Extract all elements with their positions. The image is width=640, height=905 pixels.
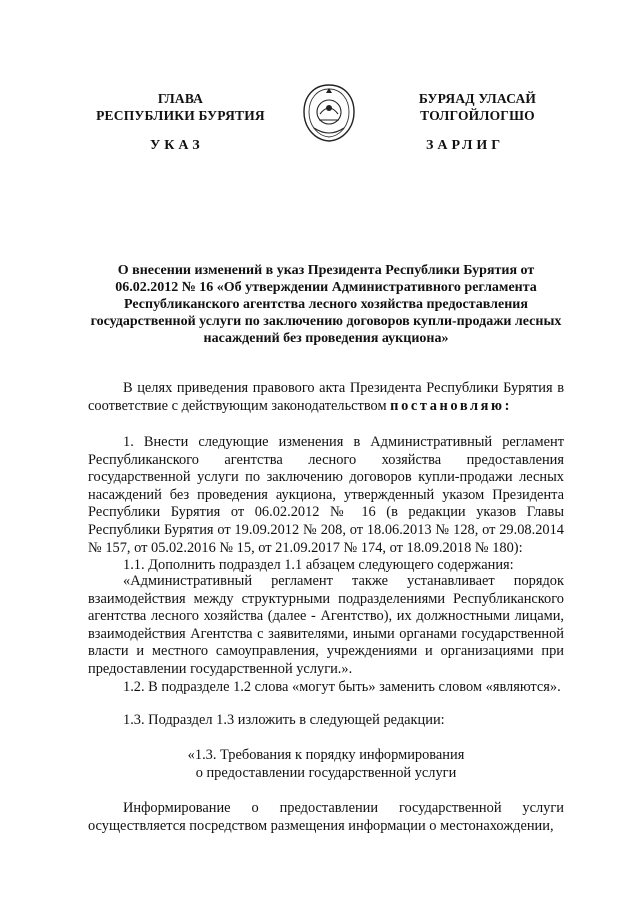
document-title: О внесении изменений в указ Президента Республики Бурятия от 06.02.2012 № 16 «Об утверждении Административного регламента Республиканского агентства лесного хозяйства предоставления государственной услуги по заключению договоров купли-продажи лесных насаждений без проведения аукциона» [90, 263, 562, 346]
intro-text: В целях приведения правового акта Президента Республики Бурятия в соответствие с действующим законодательством [88, 380, 564, 414]
header-left-line2: РЕСПУБЛИКИ БУРЯТИЯ [96, 108, 265, 123]
intro-verb: постановляю: [390, 397, 513, 414]
last-paragraph: Информирование о предоставлении государственной услуги осуществляется посредством размещения информации о местонахождении, [88, 800, 564, 834]
header-left [78, 90, 283, 124]
item-1-1: 1.1. Дополнить подраздел 1.1 абзацем следующего содержания: [123, 557, 514, 573]
header-right-line2: ТОЛГОЙЛОГШО [420, 108, 535, 123]
decree-label-ru: УКАЗ [150, 138, 204, 153]
quoted-paragraph: «Административный регламент также устанавливает порядок взаимодействия между структурными подразделениями Республиканского агентства лесного хозяйства (далее - Агентство), их должностными лицами, взаимодействия Агентства с заявителями, иными органами государственной власти и местного самоуправления, учреждениями и организациями при предоставлении государственной услуги.». [88, 573, 564, 677]
item-1-2: 1.2. В подразделе 1.2 слова «могут быть» заменить словом «являются». [123, 679, 561, 695]
subsection-heading [88, 747, 564, 782]
intro-paragraph [88, 380, 564, 415]
subsection-heading-line1: «1.3. Требования к порядку информирования [187, 747, 465, 763]
header-left-line1: ГЛАВА [157, 91, 204, 106]
subsection-heading-line2: о предоставлении государственной услуги [195, 764, 457, 781]
decree-label-bur: ЗАРЛИГ [426, 138, 505, 153]
item-1-3: 1.3. Подраздел 1.3 изложить в следующей редакции: [123, 712, 445, 728]
coat-of-arms-icon [300, 82, 358, 144]
header-right-line1: БУРЯАД УЛАСАЙ [418, 91, 537, 106]
item-1: 1. Внести следующие изменения в Административный регламент Республиканского агентства лесного хозяйства предоставления государственной услуги по заключению договоров купли-продажи лесных насаждений без проведения аукциона, утвержденный указом Президента Республики Бурятия от 06.02.2012 № 16 (в редакции указов Главы Республики Бурятия от 19.09.2012 № 208, от 18.06.2013 № 128, от 29.08.2014 № 157, от 05.02.2016 № 15, от 21.09.2017 № 174, от 18.09.2018 № 180): [88, 434, 564, 556]
header-right [390, 90, 565, 124]
